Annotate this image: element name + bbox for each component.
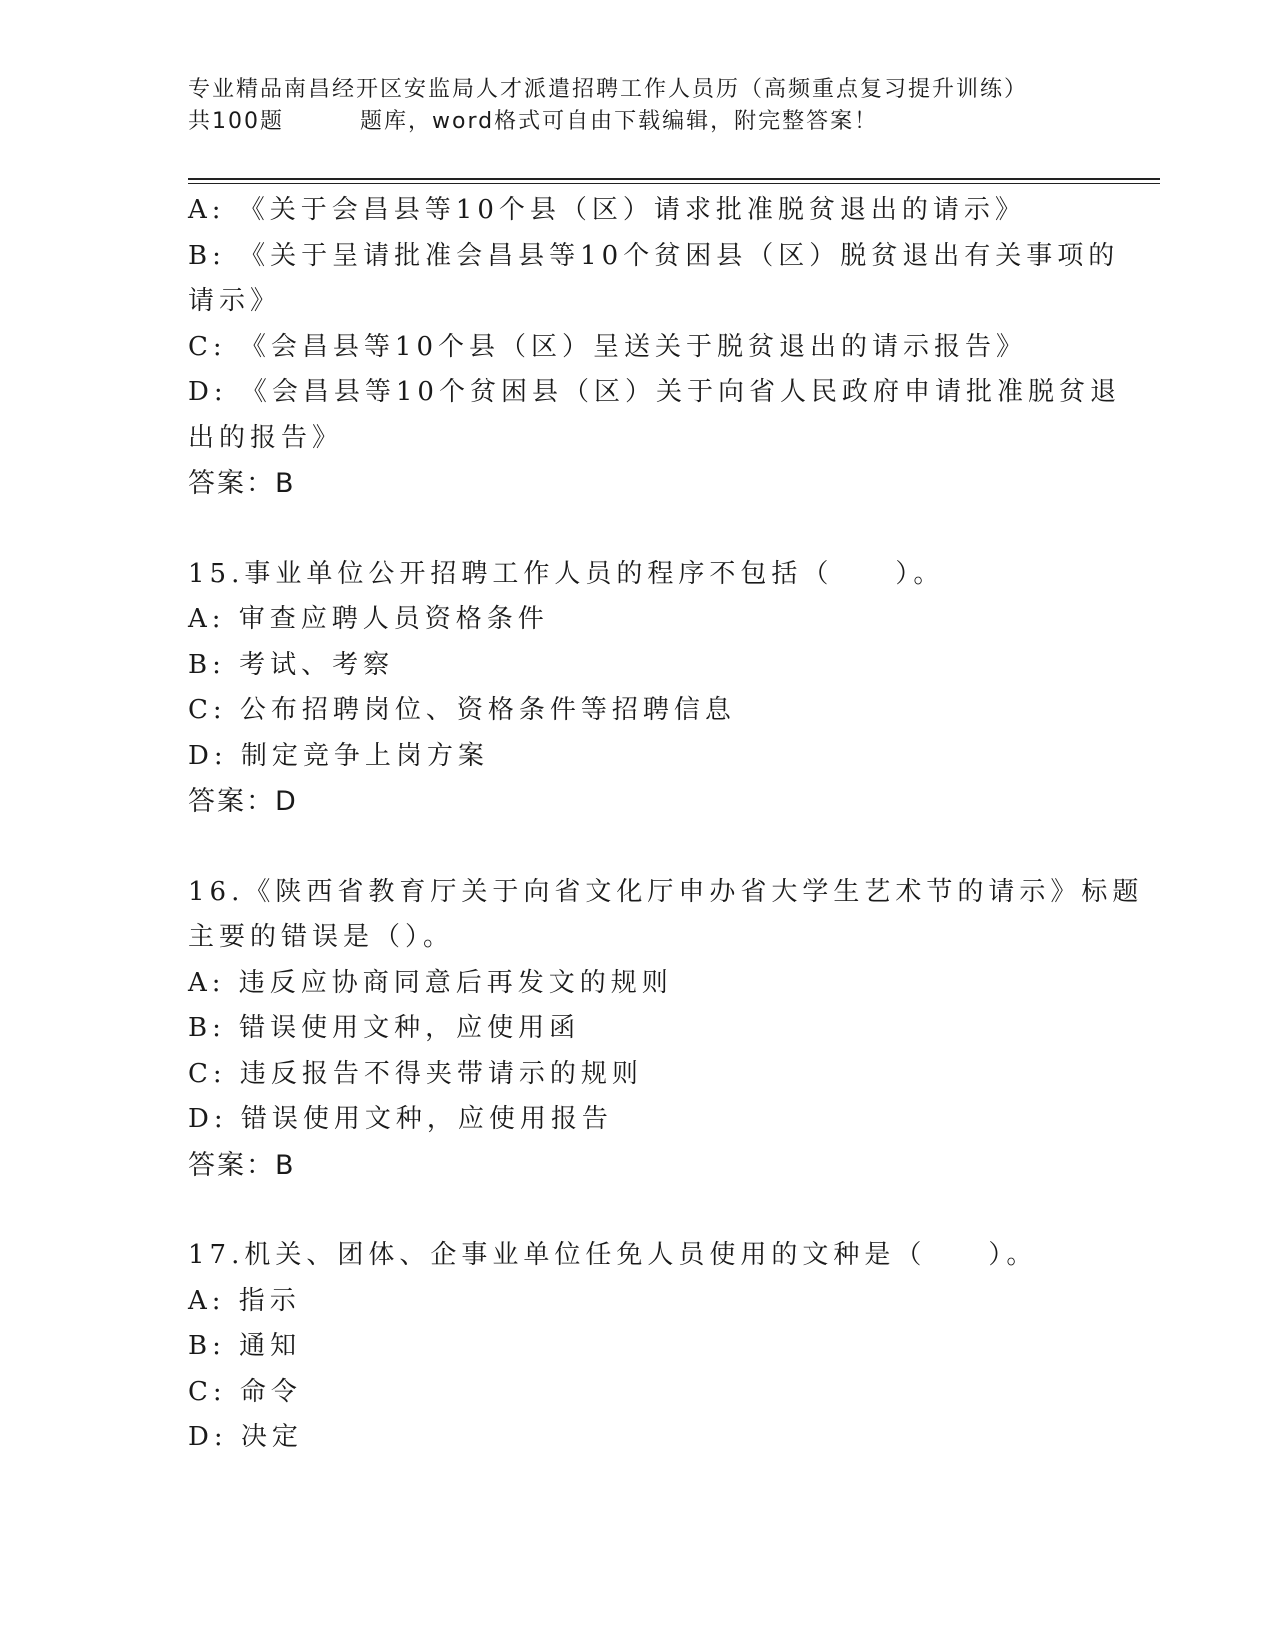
answer: 答案：B [188, 468, 296, 499]
question-stem: 17.机关、团体、企事业单位任免人员使用的文种是（ ）。 [188, 1240, 1038, 1270]
question-stem: 15.事业单位公开招聘工作人员的程序不包括（ ）。 [188, 558, 945, 589]
option-a: A: 违反应协商同意后再发文的规则 [188, 967, 673, 998]
option-d: D: 错误使用文种，应使用报告 [188, 1104, 613, 1134]
question-block-17 [188, 1233, 1088, 1461]
header-divider [188, 178, 1160, 180]
answer: 答案：B [188, 1149, 296, 1181]
option-d-continued: 出的报告》 [188, 422, 344, 453]
option-b: B: 错误使用文种，应使用函 [188, 1013, 581, 1043]
option-a: A: 审查应聘人员资格条件 [188, 604, 549, 634]
option-b: B: 通知 [188, 1331, 302, 1361]
option-b: B: 《关于呈请批准会昌县等10个贫困县（区）脱贫退出有关事项的 [188, 240, 1120, 271]
option-c: C: 《会昌县等10个县（区）呈送关于脱贫退出的请示报告》 [188, 331, 1028, 362]
header-description: 题库，word格式可自由下载编辑，附完整答案！ [360, 109, 879, 134]
question-stem-continued: 主要的错误是（）。 [188, 922, 455, 952]
option-d: D: 决定 [188, 1422, 303, 1452]
document-header [188, 74, 1108, 138]
header-subtitle [188, 106, 1108, 138]
option-a: A: 指示 [188, 1285, 301, 1316]
option-b: B: 考试、考察 [188, 649, 395, 680]
option-c: C: 公布招聘岗位、资格条件等招聘信息 [188, 695, 736, 725]
answer: 答案：D [188, 786, 298, 817]
question-block-14 [188, 188, 1121, 507]
question-count: 共100题 [188, 109, 284, 134]
header-divider-thin [188, 183, 1160, 184]
question-list [188, 188, 1144, 1461]
header-title: 专业精品南昌经开区安监局人才派遣招聘工作人员历（高频重点复习提升训练） [188, 77, 1029, 102]
question-block-15 [188, 552, 1088, 825]
question-stem: 16.《陕西省教育厅关于向省文化厅申办省大学生艺术节的请示》标题 [188, 876, 1144, 907]
option-c: C: 命令 [188, 1376, 302, 1407]
option-b-continued: 请示》 [188, 286, 282, 316]
option-c: C: 违反报告不得夹带请示的规则 [188, 1058, 643, 1089]
question-block-16 [188, 870, 1144, 1189]
option-a: A: 《关于会昌县等10个县（区）请求批准脱贫退出的请示》 [188, 195, 1026, 225]
option-d: D: 《会昌县等10个贫困县（区）关于向省人民政府申请批准脱贫退 [188, 377, 1121, 407]
option-d: D: 制定竞争上岗方案 [188, 740, 489, 771]
